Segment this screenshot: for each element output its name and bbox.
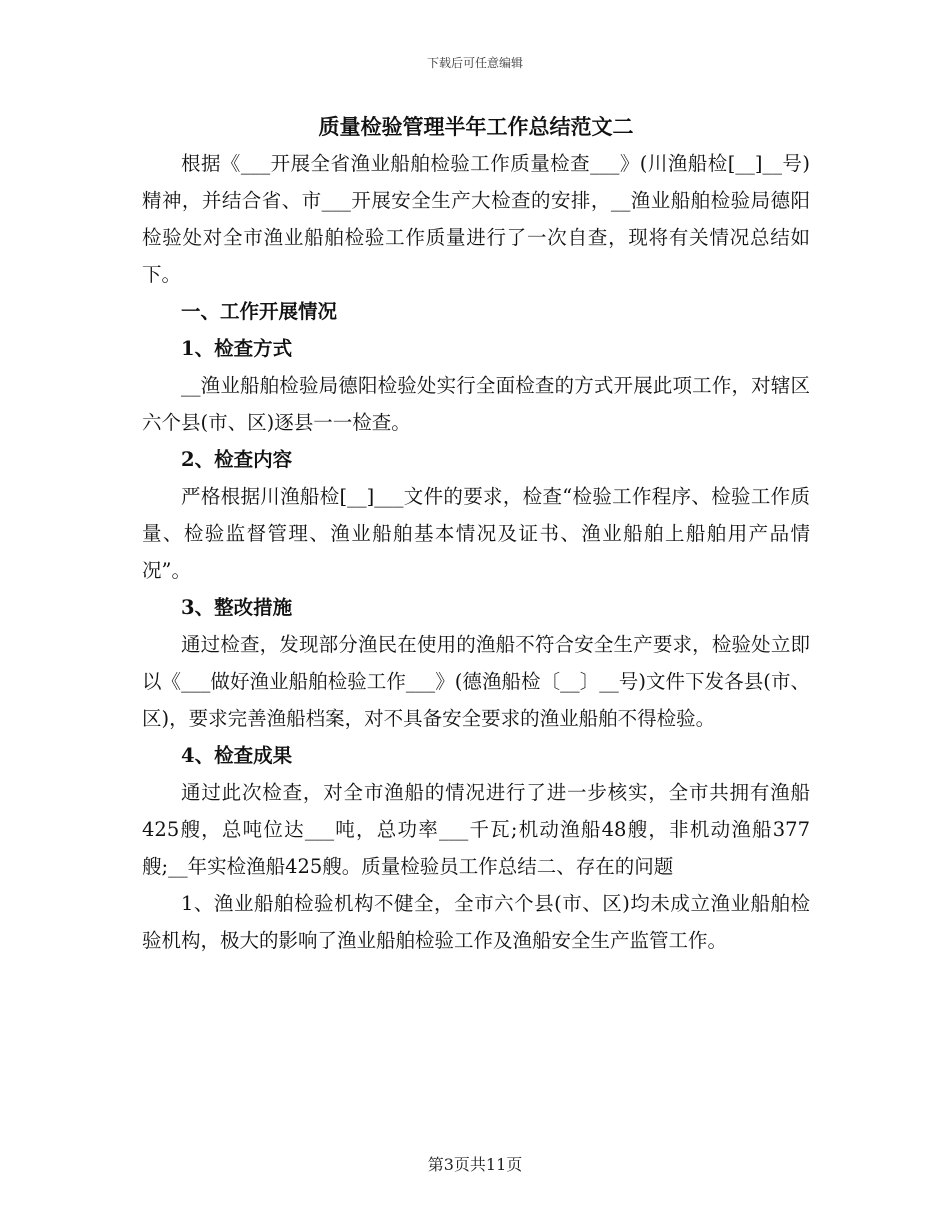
intro-paragraph: 根据《___开展全省渔业船舶检验工作质量检查___》(川渔船检[__]__号)精神，并结合省、市___开展安全生产大检查的安排，__渔业船舶检验局德阳检验处对全市渔业船舶检验工作质量进行了一次自查，现将有关情况总结如下。 (142, 152, 810, 286)
subheading-inspection-content: 2、检查内容 (181, 448, 293, 471)
paragraph-problem-1: 1、渔业船舶检验机构不健全，全市六个县(市、区)均未成立渔业船舶检验机构，极大的影响了渔业船舶检验工作及渔船安全生产监管工作。 (142, 892, 810, 952)
paragraph-inspection-content: 严格根据川渔船检[__]___文件的要求，检查“检验工作程序、检验工作质量、检验监督管理、渔业船舶基本情况及证书、渔业船舶上船舶用产品情况”。 (142, 485, 810, 582)
document-title: 质量检验管理半年工作总结范文二 (318, 114, 634, 139)
paragraph-results: 通过此次检查，对全市渔船的情况进行了进一步核实，全市共拥有渔船425艘，总吨位达___吨，总功率___千瓦;机动渔船48艘，非机动渔船377艘;__年实检渔船425艘。质量检验员工作总结二、存在的问题 (142, 781, 810, 878)
subheading-rectification: 3、整改措施 (181, 596, 293, 619)
subheading-inspection-method: 1、检查方式 (181, 337, 293, 360)
page-footer: 第3页共11页 (427, 1155, 523, 1174)
header-note: 下载后可任意编辑 (426, 56, 523, 70)
paragraph-rectification: 通过检查，发现部分渔民在使用的渔船不符合安全生产要求，检验处立即以《___做好渔业船舶检验工作___》(德渔船检〔__〕__号)文件下发各县(市、区)，要求完善渔船档案，对不具备安全要求的渔业船舶不得检验。 (142, 633, 810, 730)
paragraph-inspection-method: __渔业船舶检验局德阳检验处实行全面检查的方式开展此项工作，对辖区六个县(市、区)逐县一一检查。 (142, 374, 810, 434)
subheading-results: 4、检查成果 (181, 744, 293, 767)
section-heading-work-status: 一、工作开展情况 (181, 300, 338, 323)
document-body (142, 108, 810, 959)
